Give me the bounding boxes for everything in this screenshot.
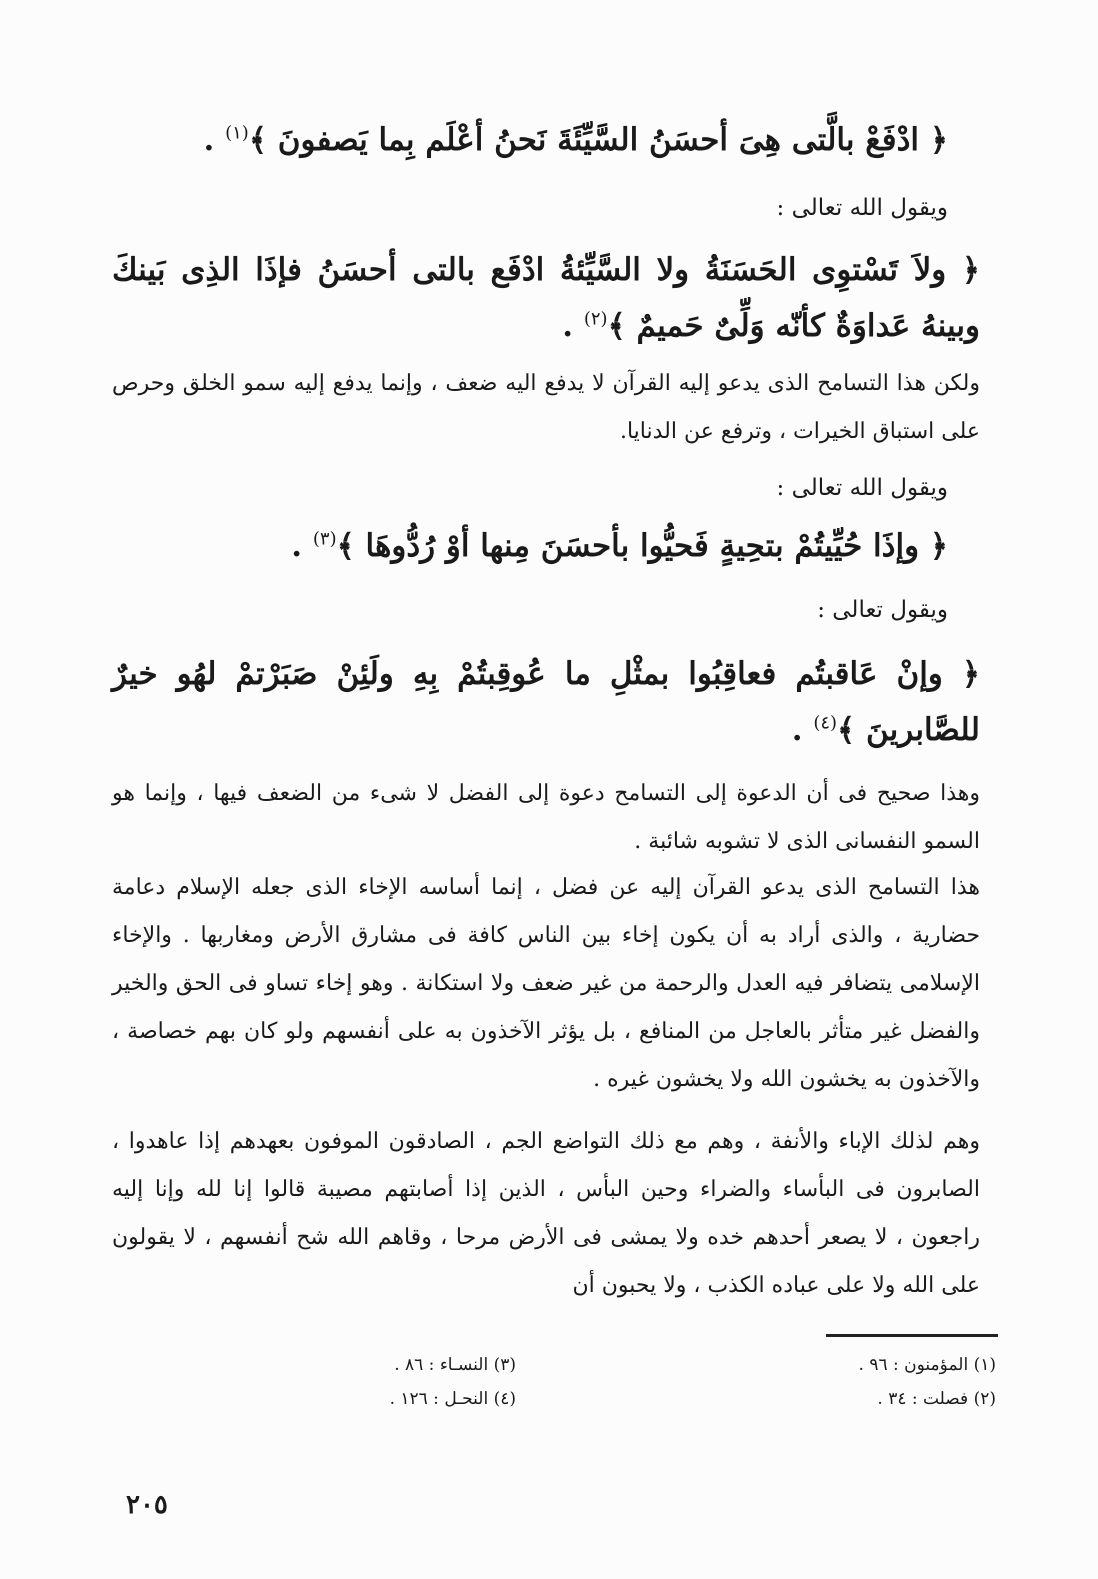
- quran-verse-1: ﴿ ادْفَعْ بالَّتى هِىَ أحسَنُ السَّيِّئَةَ نَحنُ أعْلَم بِما يَصفونَ ﴾$^{(١)}$ .: [203, 122, 948, 158]
- quran-verse-4: ﴿ وإنْ عَاقبتُم فعاقِبُوا بمثْلِ ما عُوقِبتُمْ بِهِ ولَئِنْ صَبَرْتمْ لهُو خيرٌ للصَّابرينَ ﴾$^{(٤)}$ .: [112, 656, 980, 748]
- intro-text-1: ويقول الله تعالى :: [776, 195, 948, 221]
- quran-verse-2: ﴿ ولاَ تَسْتوِى الحَسَنَةُ ولا السَّيِّئةُ ادْفَع بالتى أحسَنُ فإذَا الذِى بَينكَ وبينهُ عَداوَةٌ كأنّه وَلِّىٌ حَميمٌ ﴾$^{(٢)}$ .: [112, 252, 980, 344]
- intro-text-3: ويقول تعالى :: [817, 597, 948, 623]
- quran-verse-3: ﴿ وإذَا حُيِّيتُمْ بتحِيةٍ فَحيُّوا بأحسَنَ مِنها أوْ رُدُّوهَا ﴾$^{(٣)}$ .: [291, 528, 948, 564]
- paragraph-2: وهذا صحيح فى أن الدعوة إلى التسامح دعوة إلى الفضل لا شىء من الضعف فيها ، وإنما هو السمو النفسانى الذى لا تشوبه شائبة .: [112, 781, 980, 854]
- footnote-3: (٣) النسـاء : ٨٦ .: [394, 1355, 516, 1375]
- intro-text-2: ويقول الله تعالى :: [776, 475, 948, 501]
- footnote-ref-2: (٢): [583, 308, 608, 330]
- footnote-ref-1: (١): [225, 122, 249, 144]
- page-number: ٢٠٥: [126, 1490, 168, 1520]
- footnote-ref-4: (٤): [813, 712, 838, 734]
- footnote-2: (٢) فصلت : ٣٤ .: [877, 1389, 996, 1409]
- paragraph-4: وهم لذلك الإباء والأنفة ، وهم مع ذلك التواضع الجم ، الصادقون الموفون بعهدهم إذا عاهدوا ، الصابرون فى البأساء والضراء وحين البأس ، الذين إذا أصابتهم مصيبة قالوا إنا لله وإنا إليه راجعون ، لا يصعر أحدهم خده ولا يمشى فى الأرض مرحا ، وقاهم الله شح أنفسهم ، لا يقولون على الله ولا على عباده الكذب ، ولا يحبون أن: [112, 1129, 980, 1298]
- footnote-ref-3: (٣): [312, 528, 337, 550]
- footnote-1: (١) المؤمنون : ٩٦ .: [858, 1355, 996, 1375]
- paragraph-3: هذا التسامح الذى يدعو القرآن إليه عن فضل ، إنما أساسه الإخاء الذى جعله الإسلام دعامة حضارية ، والذى أراد به أن يكون إخاء بين الناس كافة فى مشارق الأرض ومغاربها . والإخاء الإسلامى يتضافر فيه العدل والرحمة من غير ضعف ولا استكانة . وهو إخاء تساو فى الحق والخير والفضل غير متأثر بالعاجل من المنافع ، بل يؤثر الآخذون به على أنفسهم ولو كان بهم خصاصة ، والآخذون به يخشون الله ولا يخشون غيره .: [112, 875, 980, 1092]
- footnote-divider: [826, 1334, 998, 1337]
- footnote-4: (٤) النحـل : ١٢٦ .: [389, 1389, 516, 1409]
- paragraph-1: ولكن هذا التسامح الذى يدعو إليه القرآن لا يدفع اليه ضعف ، وإنما يدفع إليه سمو الخلق وحرص على استباق الخيرات ، وترفع عن الدنايا.: [112, 371, 980, 444]
